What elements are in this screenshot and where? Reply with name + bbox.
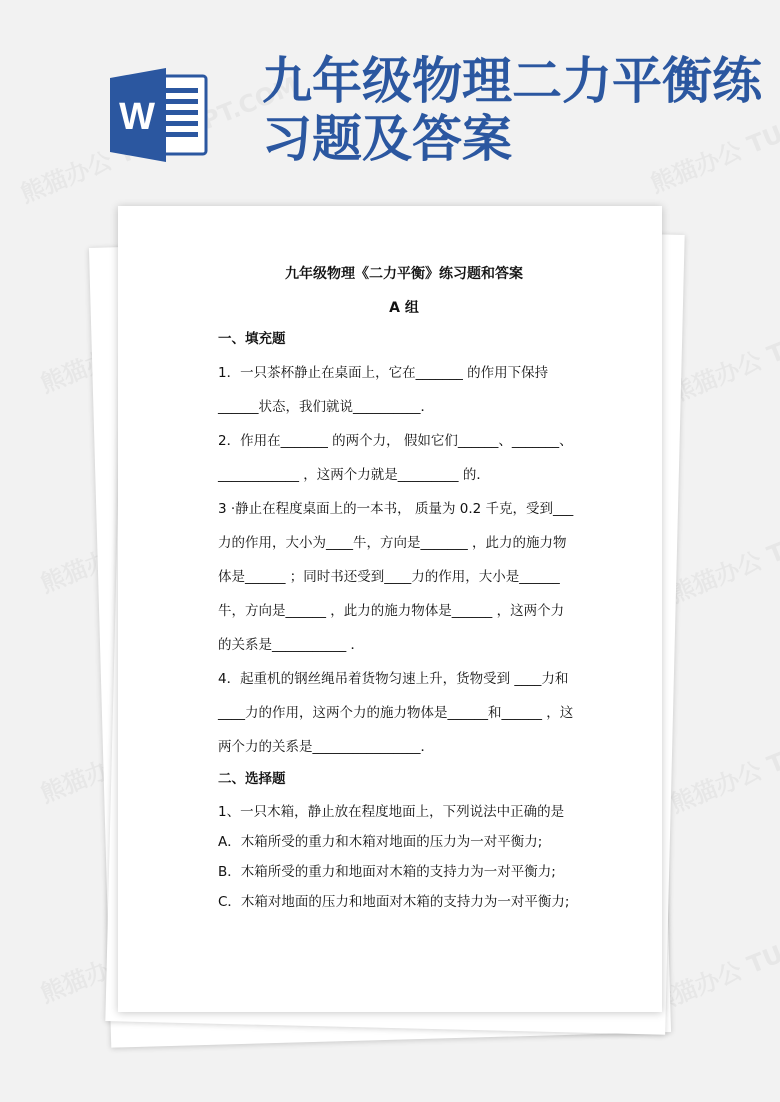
question-line: ____力的作用，这两个力的施力物体是______和______ ，这 bbox=[218, 705, 574, 721]
question-line: 两个力的关系是________________． bbox=[218, 739, 434, 755]
document-page bbox=[118, 206, 662, 1012]
question-line: 1．一只茶杯静止在桌面上，它在_______ 的作用下保持 bbox=[218, 365, 549, 381]
word-logo-icon bbox=[110, 68, 208, 162]
question-line: ______状态，我们就说__________． bbox=[218, 399, 434, 415]
option-a: A．木箱所受的重力和木箱对地面的压力为一对平衡力; bbox=[218, 834, 543, 850]
section-fill-in-heading: 一、填充题 bbox=[218, 331, 286, 347]
watermark bbox=[664, 676, 780, 820]
banner-title: 九年级物理二力平衡练习题及答案 bbox=[262, 51, 762, 168]
logo-letter: W bbox=[119, 96, 155, 138]
question-line: 力的作用，大小为____牛，方向是_______ ，此力的施力物 bbox=[218, 535, 567, 551]
question-line: 4．起重机的钢丝绳吊着货物匀速上升，货物受到 ____力和 bbox=[218, 671, 569, 687]
question-line: 3 ·静止在程度桌面上的一本书， 质量为 0.2 千克，受到___ bbox=[218, 501, 574, 517]
section-choice-heading: 二、选择题 bbox=[218, 771, 286, 787]
question-line: 牛，方向是______ ，此力的施力物体是______ ，这两个力 bbox=[218, 603, 565, 619]
document-content bbox=[218, 264, 590, 914]
group-heading: A 组 bbox=[389, 300, 419, 316]
question-line: 体是______ ；同时书还受到____力的作用，大小是______ bbox=[218, 569, 560, 585]
question-line: 1、一只木箱，静止放在程度地面上，下列说法中正确的是 bbox=[218, 804, 565, 820]
question-line: ____________ ，这两个力就是_________ 的． bbox=[218, 467, 490, 483]
watermark bbox=[664, 466, 780, 610]
option-c: C．木箱对地面的压力和地面对木箱的支持力为一对平衡力; bbox=[218, 894, 570, 910]
question-line: 的关系是___________ ． bbox=[218, 637, 365, 653]
option-b: B．木箱所受的重力和地面对木箱的支持力为一对平衡力; bbox=[218, 864, 556, 880]
document-title: 九年级物理《二力平衡》练习题和答案 bbox=[285, 266, 523, 282]
question-line: 2．作用在_______ 的两个力， 假如它们______、_______、 bbox=[218, 433, 573, 449]
